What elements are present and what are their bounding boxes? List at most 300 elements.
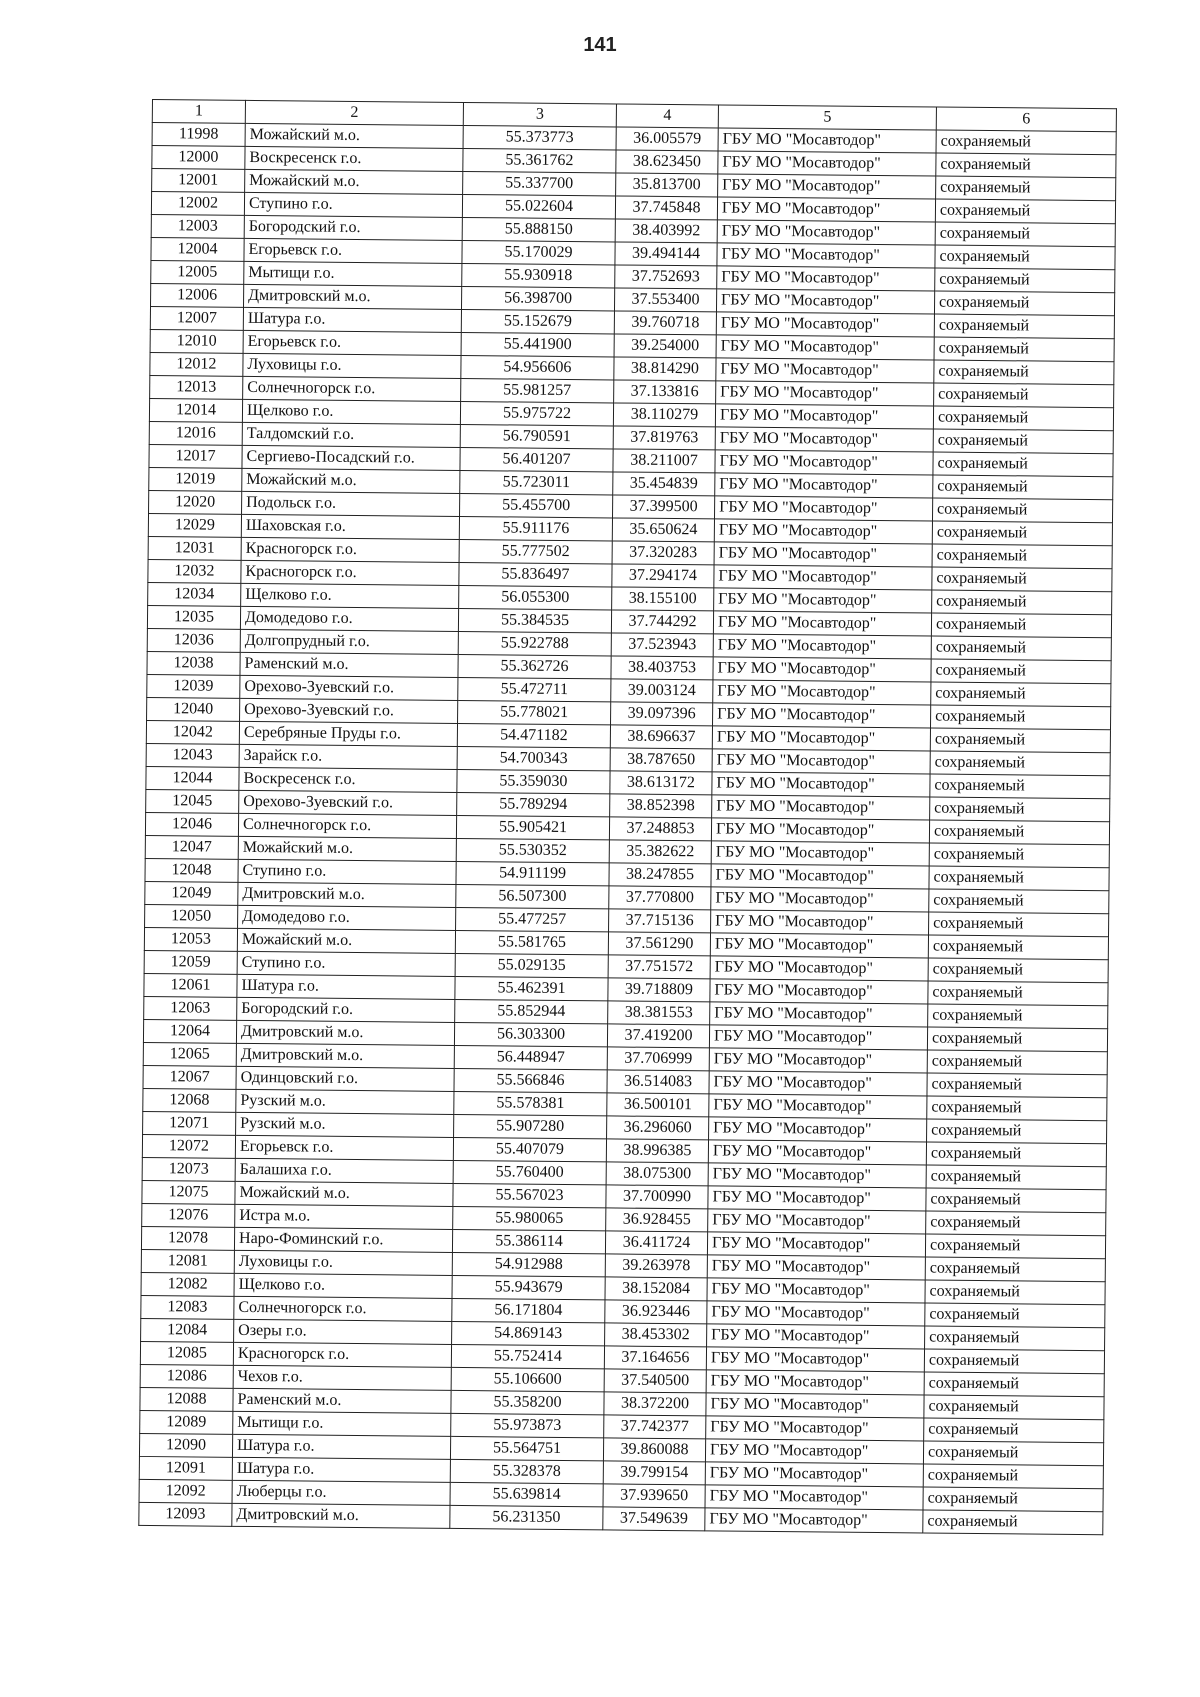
status-cell: сохраняемый	[928, 935, 1108, 960]
row-id-cell: 12091	[139, 1456, 232, 1480]
longitude-cell: 38.852398	[610, 794, 712, 818]
municipality-cell: Чехов г.о.	[233, 1365, 451, 1390]
row-id-cell: 12085	[140, 1341, 233, 1365]
owner-cell: ГБУ МО "Мосавтодор"	[714, 519, 932, 544]
row-id-cell: 12006	[151, 283, 244, 307]
longitude-cell: 39.799154	[603, 1461, 705, 1485]
owner-cell: ГБУ МО "Мосавтодор"	[707, 1232, 925, 1257]
owner-cell: ГБУ МО "Мосавтодор"	[707, 1278, 925, 1303]
status-cell: сохраняемый	[935, 222, 1115, 247]
longitude-cell: 38.110279	[613, 403, 715, 427]
row-id-cell: 12050	[145, 904, 238, 928]
owner-cell: ГБУ МО "Мосавтодор"	[711, 887, 929, 912]
municipality-cell: Мытищи г.о.	[244, 261, 462, 286]
owner-cell: ГБУ МО "Мосавтодор"	[716, 381, 934, 406]
owner-cell: ГБУ МО "Мосавтодор"	[718, 151, 936, 176]
status-cell: сохраняемый	[936, 130, 1116, 155]
municipality-cell: Можайский м.о.	[245, 123, 463, 148]
municipality-cell: Зарайск г.о.	[239, 744, 457, 769]
municipality-cell: Красногорск г.о.	[233, 1342, 451, 1367]
latitude-cell: 56.055300	[459, 585, 612, 609]
row-id-cell: 12081	[141, 1249, 234, 1273]
table-container	[138, 99, 1117, 1535]
owner-cell: ГБУ МО "Мосавтодор"	[710, 979, 928, 1004]
row-id-cell: 12012	[150, 352, 243, 376]
latitude-cell: 55.455700	[460, 493, 613, 517]
column-header-4: 4	[616, 104, 718, 128]
longitude-cell: 37.540500	[604, 1369, 706, 1393]
longitude-cell: 37.752693	[615, 265, 717, 289]
row-id-cell: 12086	[140, 1364, 233, 1388]
longitude-cell: 38.814290	[614, 357, 716, 381]
latitude-cell: 55.362726	[458, 654, 611, 678]
latitude-cell: 55.566846	[454, 1068, 607, 1092]
owner-cell: ГБУ МО "Мосавтодор"	[715, 473, 933, 498]
column-header-5: 5	[718, 105, 936, 130]
row-id-cell: 12093	[139, 1502, 232, 1526]
latitude-cell: 55.943679	[452, 1275, 605, 1299]
longitude-cell: 38.403992	[615, 219, 717, 243]
column-header-6: 6	[936, 107, 1116, 132]
owner-cell: ГБУ МО "Мосавтодор"	[717, 197, 935, 222]
latitude-cell: 55.384535	[458, 608, 611, 632]
owner-cell: ГБУ МО "Мосавтодор"	[716, 289, 934, 314]
status-cell: сохраняемый	[926, 1142, 1106, 1167]
row-id-cell: 12040	[147, 697, 240, 721]
row-id-cell: 12032	[148, 559, 241, 583]
status-cell: сохраняемый	[926, 1188, 1106, 1213]
status-cell: сохраняемый	[927, 1050, 1107, 1075]
longitude-cell: 37.294174	[612, 564, 714, 588]
latitude-cell: 55.777502	[459, 539, 612, 563]
latitude-cell: 55.152679	[461, 309, 614, 333]
latitude-cell: 54.700343	[457, 746, 610, 770]
status-cell: сохраняемый	[923, 1464, 1103, 1489]
municipality-cell: Раменский м.о.	[240, 652, 458, 677]
municipality-cell: Орехово-Зуевский г.о.	[240, 675, 458, 700]
municipality-cell: Солнечногорск г.о.	[238, 813, 456, 838]
column-header-3: 3	[463, 102, 616, 126]
status-cell: сохраняемый	[936, 176, 1116, 201]
municipality-cell: Богородский г.о.	[244, 215, 462, 240]
municipality-cell: Балашиха г.о.	[235, 1158, 453, 1183]
latitude-cell: 55.578381	[454, 1091, 607, 1115]
municipality-cell: Можайский м.о.	[242, 468, 460, 493]
municipality-cell: Шатура г.о.	[232, 1434, 450, 1459]
owner-cell: ГБУ МО "Мосавтодор"	[708, 1163, 926, 1188]
status-cell: сохраняемый	[924, 1372, 1104, 1397]
longitude-cell: 38.623450	[616, 150, 718, 174]
latitude-cell: 55.905421	[456, 815, 609, 839]
row-id-cell: 12048	[145, 858, 238, 882]
municipality-cell: Щелково г.о.	[234, 1273, 452, 1298]
status-cell: сохраняемый	[929, 820, 1109, 845]
municipality-cell: Дмитровский м.о.	[232, 1503, 450, 1528]
municipality-cell: Шаховская г.о.	[241, 514, 459, 539]
status-cell: сохраняемый	[931, 682, 1111, 707]
longitude-cell: 36.928455	[606, 1208, 708, 1232]
latitude-cell: 55.407079	[453, 1137, 606, 1161]
row-id-cell: 12046	[145, 812, 238, 836]
longitude-cell: 36.005579	[616, 127, 718, 151]
row-id-cell: 12034	[148, 582, 241, 606]
row-id-cell: 12073	[142, 1157, 235, 1181]
longitude-cell: 38.075300	[606, 1162, 708, 1186]
status-cell: сохраняемый	[930, 774, 1110, 799]
latitude-cell: 55.567023	[453, 1183, 606, 1207]
municipality-cell: Щелково г.о.	[241, 583, 459, 608]
municipality-cell: Солнечногорск г.о.	[234, 1296, 452, 1321]
row-id-cell: 12078	[141, 1226, 234, 1250]
municipality-cell: Сергиево-Посадский г.о.	[242, 445, 460, 470]
longitude-cell: 37.744292	[611, 610, 713, 634]
row-id-cell: 12076	[142, 1203, 235, 1227]
status-cell: сохраняемый	[925, 1257, 1105, 1282]
municipality-cell: Можайский м.о.	[238, 836, 456, 861]
latitude-cell: 54.869143	[452, 1321, 605, 1345]
owner-cell: ГБУ МО "Мосавтодор"	[715, 450, 933, 475]
municipality-cell: Одинцовский г.о.	[236, 1066, 454, 1091]
longitude-cell: 37.700990	[606, 1185, 708, 1209]
row-id-cell: 12059	[144, 950, 237, 974]
municipality-cell: Ступино г.о.	[244, 192, 462, 217]
owner-cell: ГБУ МО "Мосавтодор"	[712, 749, 930, 774]
owner-cell: ГБУ МО "Мосавтодор"	[716, 358, 934, 383]
latitude-cell: 55.373773	[463, 125, 616, 149]
longitude-cell: 39.760718	[614, 311, 716, 335]
latitude-cell: 55.907280	[454, 1114, 607, 1138]
latitude-cell: 55.337700	[463, 171, 616, 195]
row-id-cell: 12044	[146, 766, 239, 790]
status-cell: сохраняемый	[933, 429, 1113, 454]
owner-cell: ГБУ МО "Мосавтодор"	[713, 680, 931, 705]
latitude-cell: 55.328378	[450, 1459, 603, 1483]
row-id-cell: 12063	[144, 996, 237, 1020]
owner-cell: ГБУ МО "Мосавтодор"	[705, 1462, 923, 1487]
owner-cell: ГБУ МО "Мосавтодор"	[705, 1439, 923, 1464]
latitude-cell: 55.472711	[458, 677, 611, 701]
status-cell: сохраняемый	[934, 360, 1114, 385]
latitude-cell: 55.852944	[455, 999, 608, 1023]
municipality-cell: Талдомский г.о.	[242, 422, 460, 447]
status-cell: сохраняемый	[927, 1073, 1107, 1098]
owner-cell: ГБУ МО "Мосавтодор"	[707, 1324, 925, 1349]
row-id-cell: 12039	[147, 674, 240, 698]
latitude-cell: 55.752414	[451, 1344, 604, 1368]
row-id-cell: 12003	[151, 214, 244, 238]
row-id-cell: 12031	[148, 536, 241, 560]
municipality-cell: Шатура г.о.	[237, 974, 455, 999]
owner-cell: ГБУ МО "Мосавтодор"	[713, 703, 931, 728]
latitude-cell: 56.448947	[454, 1045, 607, 1069]
status-cell: сохраняемый	[929, 843, 1109, 868]
longitude-cell: 37.742377	[604, 1415, 706, 1439]
status-cell: сохраняемый	[927, 1096, 1107, 1121]
latitude-cell: 55.975722	[460, 401, 613, 425]
row-id-cell: 12071	[143, 1111, 236, 1135]
longitude-cell: 35.454839	[613, 472, 715, 496]
status-cell: сохраняемый	[931, 613, 1111, 638]
row-id-cell: 12089	[140, 1410, 233, 1434]
municipality-cell: Красногорск г.о.	[241, 537, 459, 562]
page-number: 141	[583, 34, 617, 56]
latitude-cell: 55.930918	[462, 263, 615, 287]
longitude-cell: 39.494144	[615, 242, 717, 266]
longitude-cell: 36.411724	[605, 1231, 707, 1255]
latitude-cell: 56.507300	[456, 884, 609, 908]
longitude-cell: 39.254000	[614, 334, 716, 358]
latitude-cell: 55.836497	[459, 562, 612, 586]
owner-cell: ГБУ МО "Мосавтодор"	[715, 427, 933, 452]
latitude-cell: 55.022604	[462, 194, 615, 218]
longitude-cell: 39.263978	[605, 1254, 707, 1278]
row-id-cell: 12067	[143, 1065, 236, 1089]
owner-cell: ГБУ МО "Мосавтодор"	[713, 657, 931, 682]
owner-cell: ГБУ МО "Мосавтодор"	[717, 266, 935, 291]
municipality-cell: Дмитровский м.о.	[238, 882, 456, 907]
longitude-cell: 35.813700	[616, 173, 718, 197]
municipality-cell: Мытищи г.о.	[233, 1411, 451, 1436]
owner-cell: ГБУ МО "Мосавтодор"	[711, 864, 929, 889]
owner-cell: ГБУ МО "Мосавтодор"	[707, 1301, 925, 1326]
status-cell: сохраняемый	[934, 337, 1114, 362]
row-id-cell: 12017	[149, 444, 242, 468]
status-cell: сохраняемый	[932, 498, 1112, 523]
owner-cell: ГБУ МО "Мосавтодор"	[708, 1186, 926, 1211]
longitude-cell: 38.696637	[610, 725, 712, 749]
latitude-cell: 55.106600	[451, 1367, 604, 1391]
latitude-cell: 55.980065	[453, 1206, 606, 1230]
municipality-cell: Люберцы г.о.	[232, 1480, 450, 1505]
row-id-cell: 11998	[152, 123, 245, 147]
status-cell: сохраняемый	[927, 1027, 1107, 1052]
owner-cell: ГБУ МО "Мосавтодор"	[714, 542, 932, 567]
status-cell: сохраняемый	[928, 981, 1108, 1006]
owner-cell: ГБУ МО "Мосавтодор"	[709, 1071, 927, 1096]
owner-cell: ГБУ МО "Мосавтодор"	[709, 1117, 927, 1142]
status-cell: сохраняемый	[928, 1004, 1108, 1029]
latitude-cell: 56.790591	[460, 424, 613, 448]
latitude-cell: 55.170029	[462, 240, 615, 264]
owner-cell: ГБУ МО "Мосавтодор"	[714, 496, 932, 521]
row-id-cell: 12016	[149, 421, 242, 445]
row-id-cell: 12004	[151, 237, 244, 261]
status-cell: сохраняемый	[926, 1211, 1106, 1236]
longitude-cell: 37.523943	[611, 633, 713, 657]
municipality-cell: Шатура г.о.	[232, 1457, 450, 1482]
owner-cell: ГБУ МО "Мосавтодор"	[713, 634, 931, 659]
latitude-cell: 55.973873	[451, 1413, 604, 1437]
status-cell: сохраняемый	[932, 567, 1112, 592]
municipality-cell: Озеры г.о.	[234, 1319, 452, 1344]
owner-cell: ГБУ МО "Мосавтодор"	[714, 565, 932, 590]
latitude-cell: 55.723011	[460, 470, 613, 494]
longitude-cell: 38.453302	[605, 1323, 707, 1347]
longitude-cell: 38.613172	[610, 771, 712, 795]
latitude-cell: 55.477257	[456, 907, 609, 931]
row-id-cell: 12065	[143, 1042, 236, 1066]
latitude-cell: 55.922788	[458, 631, 611, 655]
municipality-cell: Раменский м.о.	[233, 1388, 451, 1413]
status-cell: сохраняемый	[929, 912, 1109, 937]
status-cell: сохраняемый	[935, 199, 1115, 224]
status-cell: сохраняемый	[932, 590, 1112, 615]
status-cell: сохраняемый	[933, 475, 1113, 500]
status-cell: сохраняемый	[931, 636, 1111, 661]
row-id-cell: 12001	[152, 169, 245, 193]
latitude-cell: 55.441900	[461, 332, 614, 356]
status-cell: сохраняемый	[932, 544, 1112, 569]
owner-cell: ГБУ МО "Мосавтодор"	[714, 588, 932, 613]
municipality-cell: Подольск г.о.	[242, 491, 460, 516]
owner-cell: ГБУ МО "Мосавтодор"	[711, 910, 929, 935]
status-cell: сохраняемый	[934, 383, 1114, 408]
status-cell: сохраняемый	[928, 958, 1108, 983]
municipality-cell: Ступино г.о.	[237, 951, 455, 976]
municipality-cell: Воскресенск г.о.	[239, 767, 457, 792]
column-header-1: 1	[152, 100, 245, 124]
latitude-cell: 56.398700	[461, 286, 614, 310]
latitude-cell: 55.760400	[453, 1160, 606, 1184]
status-cell: сохраняемый	[933, 452, 1113, 477]
longitude-cell: 38.247855	[609, 863, 711, 887]
owner-cell: ГБУ МО "Мосавтодор"	[716, 335, 934, 360]
municipality-cell: Долгопрудный г.о.	[240, 629, 458, 654]
latitude-cell: 55.789294	[457, 792, 610, 816]
owner-cell: ГБУ МО "Мосавтодор"	[711, 841, 929, 866]
longitude-cell: 37.715136	[609, 909, 711, 933]
owner-cell: ГБУ МО "Мосавтодор"	[712, 772, 930, 797]
municipality-cell: Рузский м.о.	[236, 1112, 454, 1137]
longitude-cell: 39.718809	[608, 978, 710, 1002]
owner-cell: ГБУ МО "Мосавтодор"	[709, 1048, 927, 1073]
column-header-2: 2	[245, 100, 463, 125]
municipality-cell: Можайский м.о.	[245, 169, 463, 194]
row-id-cell: 12013	[150, 375, 243, 399]
longitude-cell: 37.320283	[612, 541, 714, 565]
longitude-cell: 37.549639	[603, 1507, 705, 1531]
status-cell: сохраняемый	[931, 659, 1111, 684]
row-id-cell: 12007	[150, 306, 243, 330]
municipality-cell: Дмитровский м.о.	[236, 1020, 454, 1045]
table-body	[139, 123, 1116, 1535]
row-id-cell: 12068	[143, 1088, 236, 1112]
municipality-cell: Можайский м.о.	[235, 1181, 453, 1206]
owner-cell: ГБУ МО "Мосавтодор"	[706, 1347, 924, 1372]
owner-cell: ГБУ МО "Мосавтодор"	[710, 956, 928, 981]
row-id-cell: 12005	[151, 260, 244, 284]
row-id-cell: 12061	[144, 973, 237, 997]
latitude-cell: 55.358200	[451, 1390, 604, 1414]
row-id-cell: 12090	[139, 1433, 232, 1457]
row-id-cell: 12036	[147, 628, 240, 652]
status-cell: сохраняемый	[936, 153, 1116, 178]
row-id-cell: 12010	[150, 329, 243, 353]
status-cell: сохраняемый	[929, 866, 1109, 891]
status-cell: сохраняемый	[935, 268, 1115, 293]
latitude-cell: 55.359030	[457, 769, 610, 793]
municipality-cell: Щелково г.о.	[242, 399, 460, 424]
latitude-cell: 55.981257	[461, 378, 614, 402]
row-id-cell: 12088	[140, 1387, 233, 1411]
municipality-cell: Красногорск г.о.	[241, 560, 459, 585]
status-cell: сохраняемый	[933, 406, 1113, 431]
longitude-cell: 38.372200	[604, 1392, 706, 1416]
status-cell: сохраняемый	[924, 1418, 1104, 1443]
longitude-cell: 37.819763	[613, 426, 715, 450]
owner-cell: ГБУ МО "Мосавтодор"	[717, 243, 935, 268]
latitude-cell: 55.361762	[463, 148, 616, 172]
municipality-cell: Орехово-Зуевский г.о.	[240, 698, 458, 723]
row-id-cell: 12047	[145, 835, 238, 859]
row-id-cell: 12049	[145, 881, 238, 905]
data-table	[138, 99, 1117, 1535]
longitude-cell: 39.860088	[603, 1438, 705, 1462]
status-cell: сохраняемый	[924, 1395, 1104, 1420]
latitude-cell: 55.639814	[450, 1482, 603, 1506]
row-id-cell: 12082	[141, 1272, 234, 1296]
status-cell: сохраняемый	[935, 245, 1115, 270]
latitude-cell: 54.956606	[461, 355, 614, 379]
latitude-cell: 54.471182	[457, 723, 610, 747]
municipality-cell: Егорьевск г.о.	[235, 1135, 453, 1160]
latitude-cell: 56.231350	[450, 1505, 603, 1529]
municipality-cell: Истра м.о.	[235, 1204, 453, 1229]
status-cell: сохраняемый	[927, 1119, 1107, 1144]
owner-cell: ГБУ МО "Мосавтодор"	[705, 1485, 923, 1510]
owner-cell: ГБУ МО "Мосавтодор"	[709, 1025, 927, 1050]
row-id-cell: 12092	[139, 1479, 232, 1503]
longitude-cell: 38.787650	[610, 748, 712, 772]
municipality-cell: Можайский м.о.	[237, 928, 455, 953]
owner-cell: ГБУ МО "Мосавтодор"	[707, 1255, 925, 1280]
owner-cell: ГБУ МО "Мосавтодор"	[706, 1370, 924, 1395]
latitude-cell: 55.386114	[452, 1229, 605, 1253]
status-cell: сохраняемый	[930, 705, 1110, 730]
status-cell: сохраняемый	[934, 314, 1114, 339]
status-cell: сохраняемый	[923, 1510, 1103, 1535]
longitude-cell: 37.419200	[607, 1024, 709, 1048]
longitude-cell: 39.097396	[611, 702, 713, 726]
municipality-cell: Домодедово г.о.	[240, 606, 458, 631]
row-id-cell: 12043	[146, 743, 239, 767]
municipality-cell: Орехово-Зуевский г.о.	[239, 790, 457, 815]
municipality-cell: Рузский м.о.	[236, 1089, 454, 1114]
status-cell: сохраняемый	[934, 291, 1114, 316]
row-id-cell: 12029	[148, 513, 241, 537]
municipality-cell: Богородский г.о.	[237, 997, 455, 1022]
longitude-cell: 35.382622	[609, 840, 711, 864]
status-cell: сохраняемый	[926, 1165, 1106, 1190]
owner-cell: ГБУ МО "Мосавтодор"	[706, 1416, 924, 1441]
owner-cell: ГБУ МО "Мосавтодор"	[716, 312, 934, 337]
row-id-cell: 12083	[141, 1295, 234, 1319]
row-id-cell: 12084	[141, 1318, 234, 1342]
municipality-cell: Егорьевск г.о.	[243, 330, 461, 355]
owner-cell: ГБУ МО "Мосавтодор"	[711, 818, 929, 843]
owner-cell: ГБУ МО "Мосавтодор"	[712, 726, 930, 751]
longitude-cell: 37.770800	[609, 886, 711, 910]
municipality-cell: Наро-Фоминский г.о.	[234, 1227, 452, 1252]
latitude-cell: 56.171804	[452, 1298, 605, 1322]
status-cell: сохраняемый	[929, 889, 1109, 914]
longitude-cell: 37.939650	[603, 1484, 705, 1508]
row-id-cell: 12014	[149, 398, 242, 422]
longitude-cell: 37.751572	[608, 955, 710, 979]
owner-cell: ГБУ МО "Мосавтодор"	[706, 1393, 924, 1418]
latitude-cell: 55.911176	[459, 516, 612, 540]
owner-cell: ГБУ МО "Мосавтодор"	[708, 1140, 926, 1165]
